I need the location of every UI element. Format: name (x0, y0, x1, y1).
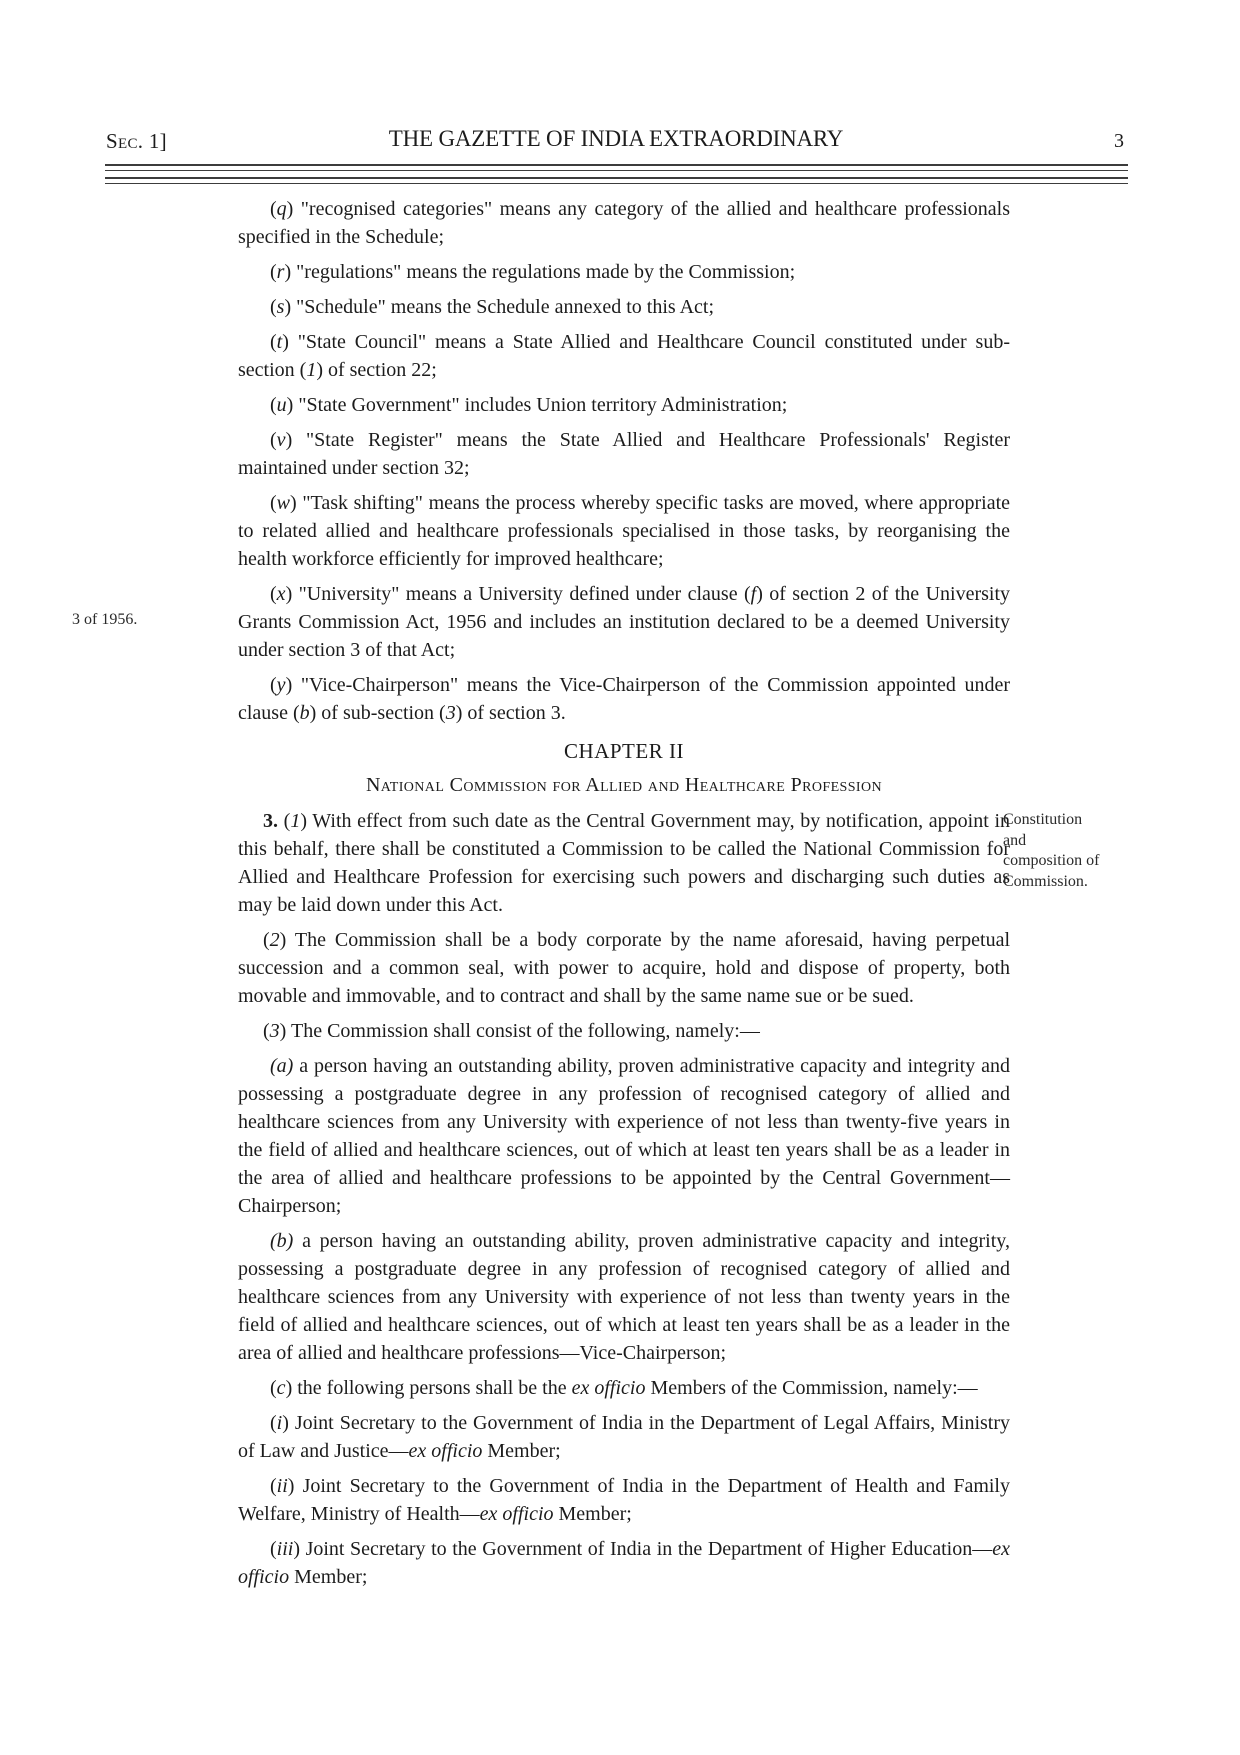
section-label: Sec. 1] (106, 129, 167, 153)
subclause-iii-higher-education: (iii) Joint Secretary to the Government of India in the Department of Higher Education—ex officio Member; (238, 1538, 1010, 1588)
subclause-ii-health-family-welfare: (ii) Joint Secretary to the Government of India in the Department of Health and Family Welfare, Ministry of Health—ex officio Member; (238, 1475, 1010, 1525)
section-3-subsection-1 (238, 807, 1100, 919)
subclause-i-legal-affairs: (i) Joint Secretary to the Government of India in the Department of Legal Affairs, Ministry of Law and Justice—ex officio Member; (238, 1412, 1010, 1462)
definition-clause-v: (v) "State Register" means the State Allied and Healthcare Professionals' Register maintained under section 32; (238, 429, 1010, 479)
definition-clause-w: (w) "Task shifting" means the process whereby specific tasks are moved, where appropriate to related allied and healthcare professionals specialised in those tasks, by reorganising the health workforce efficiently for improved healthcare; (238, 492, 1010, 570)
section-3-subsection-1-text: 3. (1) With effect from such date as the Central Government may, by notification, appoint in this behalf, there shall be constituted a Commission to be called the National Commission for Allied and Healthcare Profession for exercising such powers and discharging such duties as may be laid down under this Act. (238, 810, 1010, 916)
definition-clause-x-text: (x) "University" means a University defined under clause (f) of section 2 of the University Grants Commission Act, 1956 and includes an institution declared to be a deemed University under section 3 of that Act; (238, 583, 1011, 661)
chapter-subheading: National Commission for Allied and Healthcare Profession (365, 774, 883, 796)
header-rule-top (105, 164, 1128, 171)
definition-clause-u: (u) "State Government" includes Union territory Administration; (270, 394, 788, 416)
chapter-heading: CHAPTER II (564, 739, 684, 763)
definition-clause-t: (t) "State Council" means a State Allied and Healthcare Council constituted under sub-section (1) of section 22; (238, 331, 1010, 381)
clause-b-vice-chairperson: (b) a person having an outstanding ability, proven administrative capacity and integrity, possessing a postgraduate degree in any profession of recognised category of allied and healthcare sciences from any University with experience of not less than twenty years in the field of allied and healthcare sciences, out of which at least ten years shall be as a leader in the area of allied and healthcare professions—Vice-Chairperson; (238, 1230, 1010, 1364)
definition-clause-y: (y) "Vice-Chairperson" means the Vice-Chairperson of the Commission appointed under clause (b) of sub-section (3) of section 3. (238, 674, 1010, 724)
left-margin-note: 3 of 1956. (72, 611, 138, 628)
header-rule-bottom (105, 177, 1128, 184)
definition-clause-x (72, 580, 1011, 664)
clause-a-chairperson: (a) a person having an outstanding ability, proven administrative capacity and integrity and possessing a postgraduate degree in any profession of recognised category of allied and healthcare sciences from any University with experience of not less than twenty-five years in the field of allied and healthcare sciences, out of which at least ten years shall be as a leader in the area of allied and healthcare professions to be appointed by the Central Government—Chairperson; (238, 1055, 1010, 1217)
document-body (0, 195, 1240, 1598)
right-margin-note: Constitution and composition of Commission. (1003, 811, 1100, 890)
section-3-subsection-2: (2) The Commission shall be a body corporate by the name aforesaid, having perpetual succession and a common seal, with power to acquire, hold and dispose of property, both movable and immovable, and to contract and shall by the same name sue or be sued. (238, 929, 1010, 1007)
definition-clause-s: (s) "Schedule" means the Schedule annexed to this Act; (270, 296, 715, 318)
section-3-subsection-3: (3) The Commission shall consist of the following, namely:— (263, 1020, 760, 1042)
definition-clause-r: (r) "regulations" means the regulations made by the Commission; (270, 261, 796, 283)
gazette-title: THE GAZETTE OF INDIA EXTRAORDINARY (388, 126, 844, 151)
page-number: 3 (1114, 130, 1124, 152)
clause-c-ex-officio-members: (c) the following persons shall be the ex officio Members of the Commission, namely:— (270, 1377, 978, 1399)
definition-clause-q: (q) "recognised categories" means any category of the allied and healthcare professionals specified in the Schedule; (238, 198, 1010, 248)
page-header (106, 126, 1126, 158)
